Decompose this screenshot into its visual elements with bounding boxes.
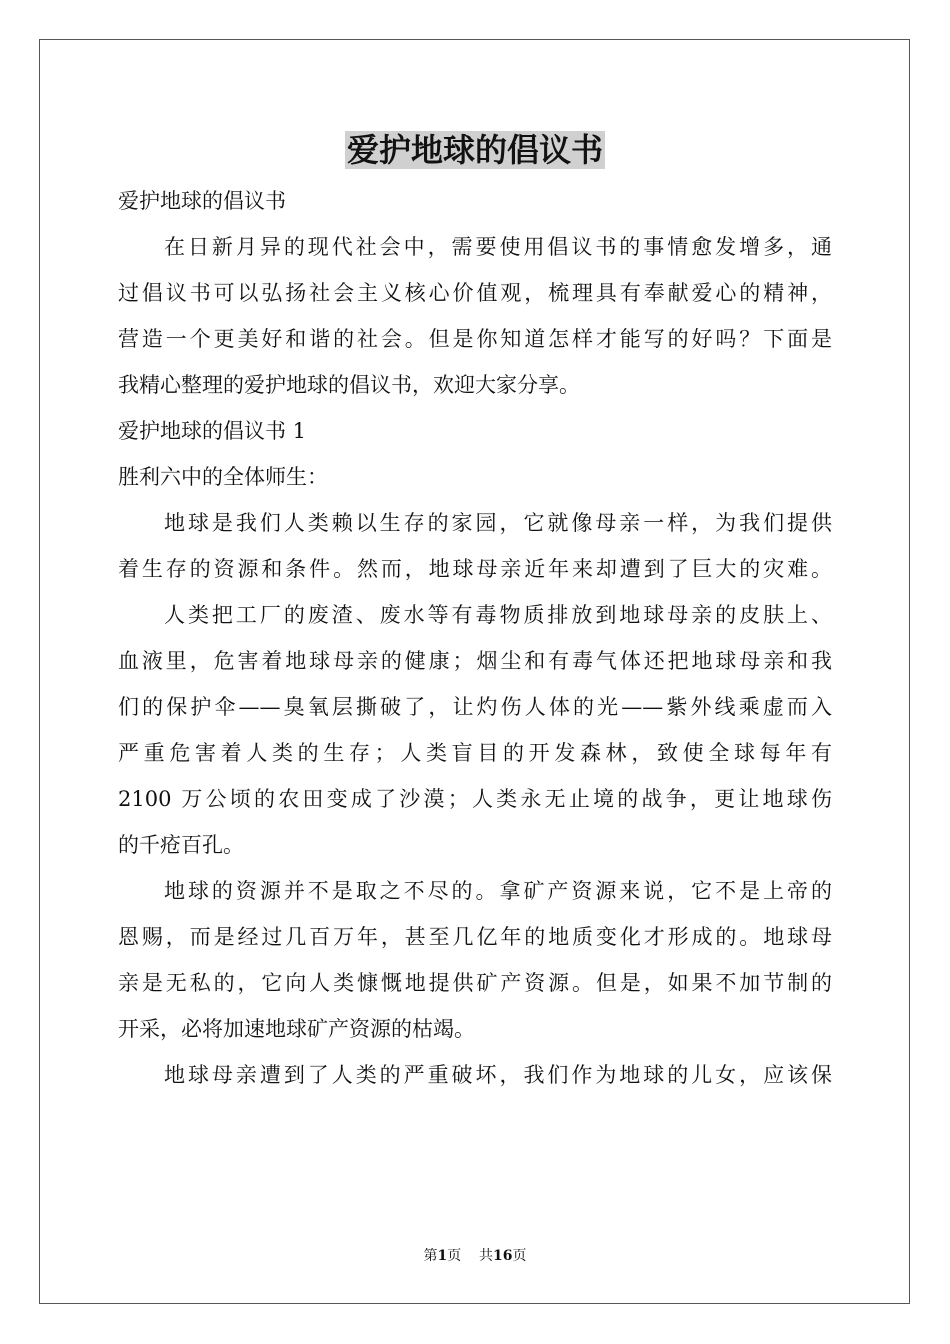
section-heading: 爱护地球的倡议书 1 bbox=[118, 419, 307, 443]
paragraph-line: 的千疮百孔。 bbox=[118, 833, 244, 857]
page-label-prefix: 第 bbox=[423, 1248, 438, 1264]
paragraph-line: 严重危害着人类的生存；人类盲目的开发森林，致使全球每年有 bbox=[118, 741, 832, 765]
page-number: 1 bbox=[437, 1248, 448, 1264]
page-label-suffix: 页 bbox=[447, 1248, 462, 1264]
document-body bbox=[118, 178, 832, 1098]
paragraph-line: 地球的资源并不是取之不尽的。拿矿产资源来说，它不是上帝的 bbox=[164, 879, 832, 903]
document-title bbox=[0, 128, 950, 172]
paragraph-line: 过倡议书可以弘扬社会主义核心价值观，梳理具有奉献爱心的精神， bbox=[118, 281, 832, 305]
paragraph-line: 亲是无私的，它向人类慷慨地提供矿产资源。但是，如果不加节制的 bbox=[118, 971, 832, 995]
paragraph-line: 地球是我们人类赖以生存的家园，它就像母亲一样，为我们提供 bbox=[164, 511, 832, 535]
paragraph-line: 们的保护伞——臭氧层撕破了，让灼伤人体的光——紫外线乘虚而入 bbox=[118, 695, 832, 719]
paragraph-line: 营造一个更美好和谐的社会。但是你知道怎样才能写的好吗？下面是 bbox=[118, 327, 832, 351]
paragraph-line: 我精心整理的爱护地球的倡议书，欢迎大家分享。 bbox=[118, 373, 580, 397]
paragraph-line: 着生存的资源和条件。然而，地球母亲近年来却遭到了巨大的灾难。 bbox=[118, 557, 832, 581]
paragraph-line: 2100 万公顷的农田变成了沙漠；人类永无止境的战争，更让地球伤 bbox=[118, 787, 832, 811]
total-label-suffix: 页 bbox=[512, 1248, 527, 1264]
document-title-text: 爱护地球的倡议书 bbox=[346, 131, 603, 169]
paragraph-line: 血液里，危害着地球母亲的健康；烟尘和有毒气体还把地球母亲和我 bbox=[118, 649, 832, 673]
total-label-prefix: 共 bbox=[479, 1248, 494, 1264]
paragraph-line: 地球母亲遭到了人类的严重破坏，我们作为地球的儿女，应该保 bbox=[164, 1063, 832, 1087]
subtitle-line: 爱护地球的倡议书 bbox=[118, 189, 286, 213]
total-pages: 16 bbox=[493, 1248, 513, 1264]
paragraph-line: 人类把工厂的废渣、废水等有毒物质排放到地球母亲的皮肤上、 bbox=[164, 603, 832, 627]
page-footer bbox=[0, 1246, 950, 1266]
paragraph-line: 恩赐，而是经过几百万年，甚至几亿年的地质变化才形成的。地球母 bbox=[118, 925, 832, 949]
paragraph-line: 在日新月异的现代社会中，需要使用倡议书的事情愈发增多，通 bbox=[164, 235, 832, 259]
salutation-line: 胜利六中的全体师生： bbox=[118, 465, 328, 489]
paragraph-line: 开采，必将加速地球矿产资源的枯竭。 bbox=[118, 1017, 475, 1041]
